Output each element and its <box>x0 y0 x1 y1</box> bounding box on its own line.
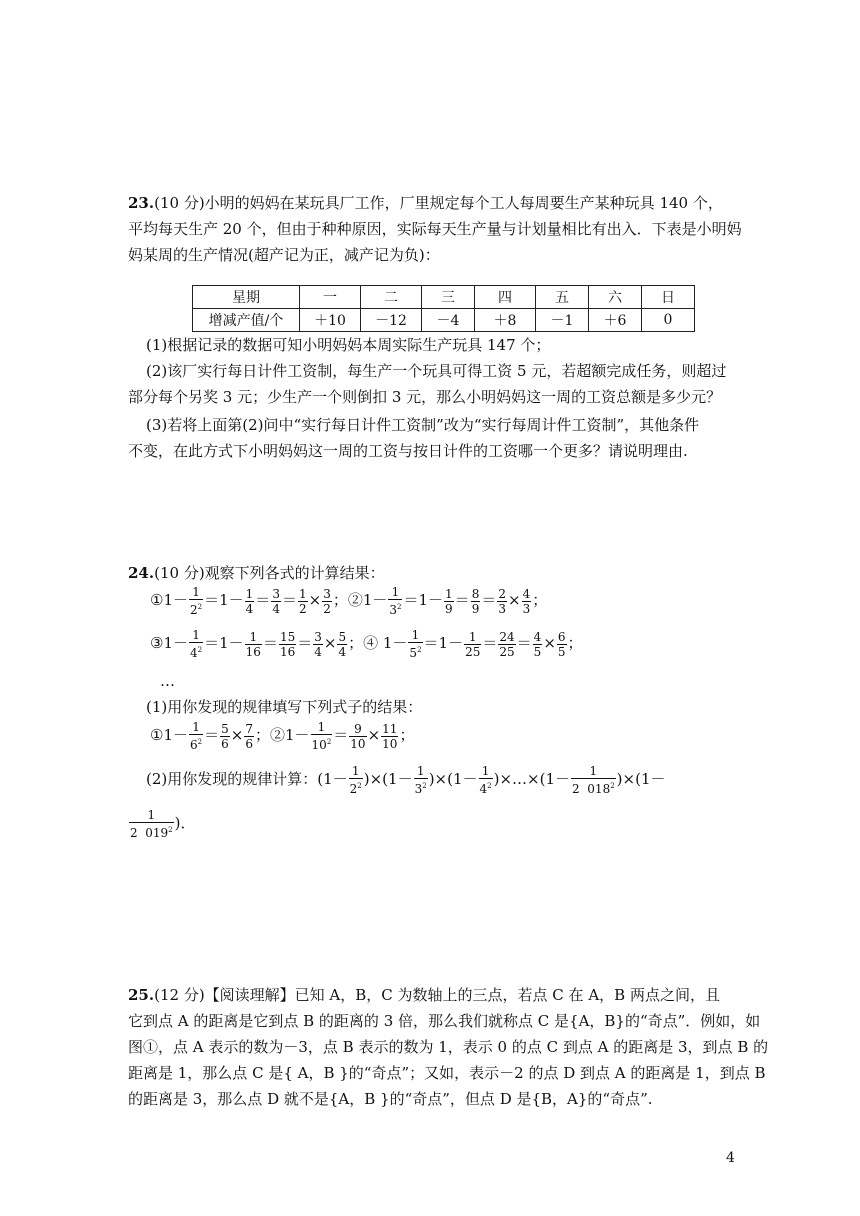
page-number: 4 <box>726 1150 735 1166</box>
ellipsis: … <box>160 672 175 690</box>
formula-row-4: (2)用你发现的规律计算：(1－ $\frac{1}{2^2}$ )×(1－ $\frac{1}{3^2}$ )×(1－ $\frac{1}{4^2}$ )×…×(1－ $\frac{1}{2 018^2}$ )×(1－ <box>146 764 666 796</box>
formula-row-3: ①1－ $\frac{1}{6^2}$ ＝ $\frac{5}{6}$ × $\frac{7}{6}$ ；②1－ $\frac{1}{10^2}$ ＝ $\frac{9}{10}$ × $\frac{11}{10}$ ； <box>150 720 415 752</box>
production-table <box>192 285 695 332</box>
table-cell: －4 <box>422 309 475 332</box>
table-cell: ＋8 <box>475 309 536 332</box>
q23-sub3b: 不变，在此方式下小明妈妈这一周的工资与按日计件的工资哪一个更多？请说明理由. <box>128 442 688 460</box>
table-cell: 日 <box>642 286 695 309</box>
table-row <box>193 309 695 332</box>
table-header-row <box>193 286 695 309</box>
q25-line1-text: (12 分)【阅读理解】已知 A，B，C 为数轴上的三点，若点 C 在 A，B 两点之间，且 <box>154 986 720 1004</box>
table-cell: ＋10 <box>300 309 361 332</box>
table-cell: 二 <box>361 286 422 309</box>
q24-line1-text: (10 分)观察下列各式的计算结果： <box>154 564 385 582</box>
table-cell: 星期 <box>193 286 300 309</box>
q24-line1 <box>128 560 734 586</box>
q25-number: 25. <box>128 986 155 1004</box>
q23-sub3a: (3)若将上面第(2)问中“实行每日计件工资制”改为“实行每周计件工资制”，其他条件 <box>146 416 700 434</box>
table-cell: 一 <box>300 286 361 309</box>
q25-line3: 图①，点 A 表示的数为－3，点 B 表示的数为 1，表示 0 的点 C 到点 A 的距离是 3，到点 B 的 <box>128 1038 769 1056</box>
q25-line4: 距离是 1，那么点 C 是{ A，B }的“奇点”；又如，表示－2 的点 D 到点 A 的距离是 1，到点 B <box>128 1064 766 1082</box>
q23-number: 23. <box>128 194 155 212</box>
q23-line1-text: (10 分)小明的妈妈在某玩具厂工作，厂里规定每个工人每周要生产某种玩具 140 个， <box>154 194 723 212</box>
q23-line1 <box>128 190 734 216</box>
table-cell: －1 <box>536 309 589 332</box>
q24-number: 24. <box>128 564 155 582</box>
q23-sub2b: 部分每个另奖 3 元；少生产一个则倒扣 3 元，那么小明妈妈这一周的工资总额是多少元？ <box>128 388 722 406</box>
table-cell: 增减产值/个 <box>193 309 300 332</box>
q23-line3: 妈某周的生产情况(超产记为正，减产记为负)： <box>128 246 440 264</box>
q23-sub2a: (2)该厂实行每日计件工资制，每生产一个玩具可得工资 5 元，若超额完成任务，则超过 <box>146 362 727 380</box>
table-cell: 三 <box>422 286 475 309</box>
table-cell: 0 <box>642 309 695 332</box>
table-cell: 四 <box>475 286 536 309</box>
q23-line2: 平均每天生产 20 个，但由于种种原因，实际每天生产量与计划量相比有出入．下表是小明妈 <box>128 220 742 238</box>
formula-row-5: $\frac{1}{2 019^2}$ )． <box>130 808 196 840</box>
q23-sub1: (1)根据记录的数据可知小明妈妈本周实际生产玩具 147 个； <box>146 336 551 354</box>
table-cell: 五 <box>536 286 589 309</box>
table-cell: 六 <box>589 286 642 309</box>
table-cell: －12 <box>361 309 422 332</box>
table-cell: ＋6 <box>589 309 642 332</box>
q24-sub1: (1)用你发现的规律填写下列式子的结果： <box>146 698 423 716</box>
formula-row-2: ③1－ $\frac{1}{4^2}$ ＝1－ $\frac{1}{16}$ ＝ $\frac{15}{16}$ ＝ $\frac{3}{4}$ × $\frac{5}{4}$ ；④ 1－ $\frac{1}{5^2}$ ＝1－ $\frac{1}{25}$ ＝ $\frac{24}{25}$ ＝ $\frac{4}{5}$ × $\frac{6}{5}$ ； <box>150 628 583 660</box>
q25-line2: 它到点 A 的距离是它到点 B 的距离的 3 倍，那么我们就称点 C 是{A，B}的“奇点”．例如，如 <box>128 1012 761 1030</box>
formula-row-1: ①1－ $\frac{1}{2^2}$ ＝1－ $\frac{1}{4}$ ＝ $\frac{3}{4}$ ＝ $\frac{1}{2}$ × $\frac{3}{2}$ ；②1－ $\frac{1}{3^2}$ ＝1－ $\frac{1}{9}$ ＝ $\frac{8}{9}$ ＝ $\frac{2}{3}$ × $\frac{4}{3}$ ； <box>150 585 548 617</box>
q25-line1 <box>128 982 734 1008</box>
q25-line5: 的距离是 3，那么点 D 就不是{A，B }的“奇点”，但点 D 是{B，A}的“奇点”. <box>128 1090 653 1108</box>
q24-sub2-label: (2)用你发现的规律计算： <box>146 770 318 788</box>
